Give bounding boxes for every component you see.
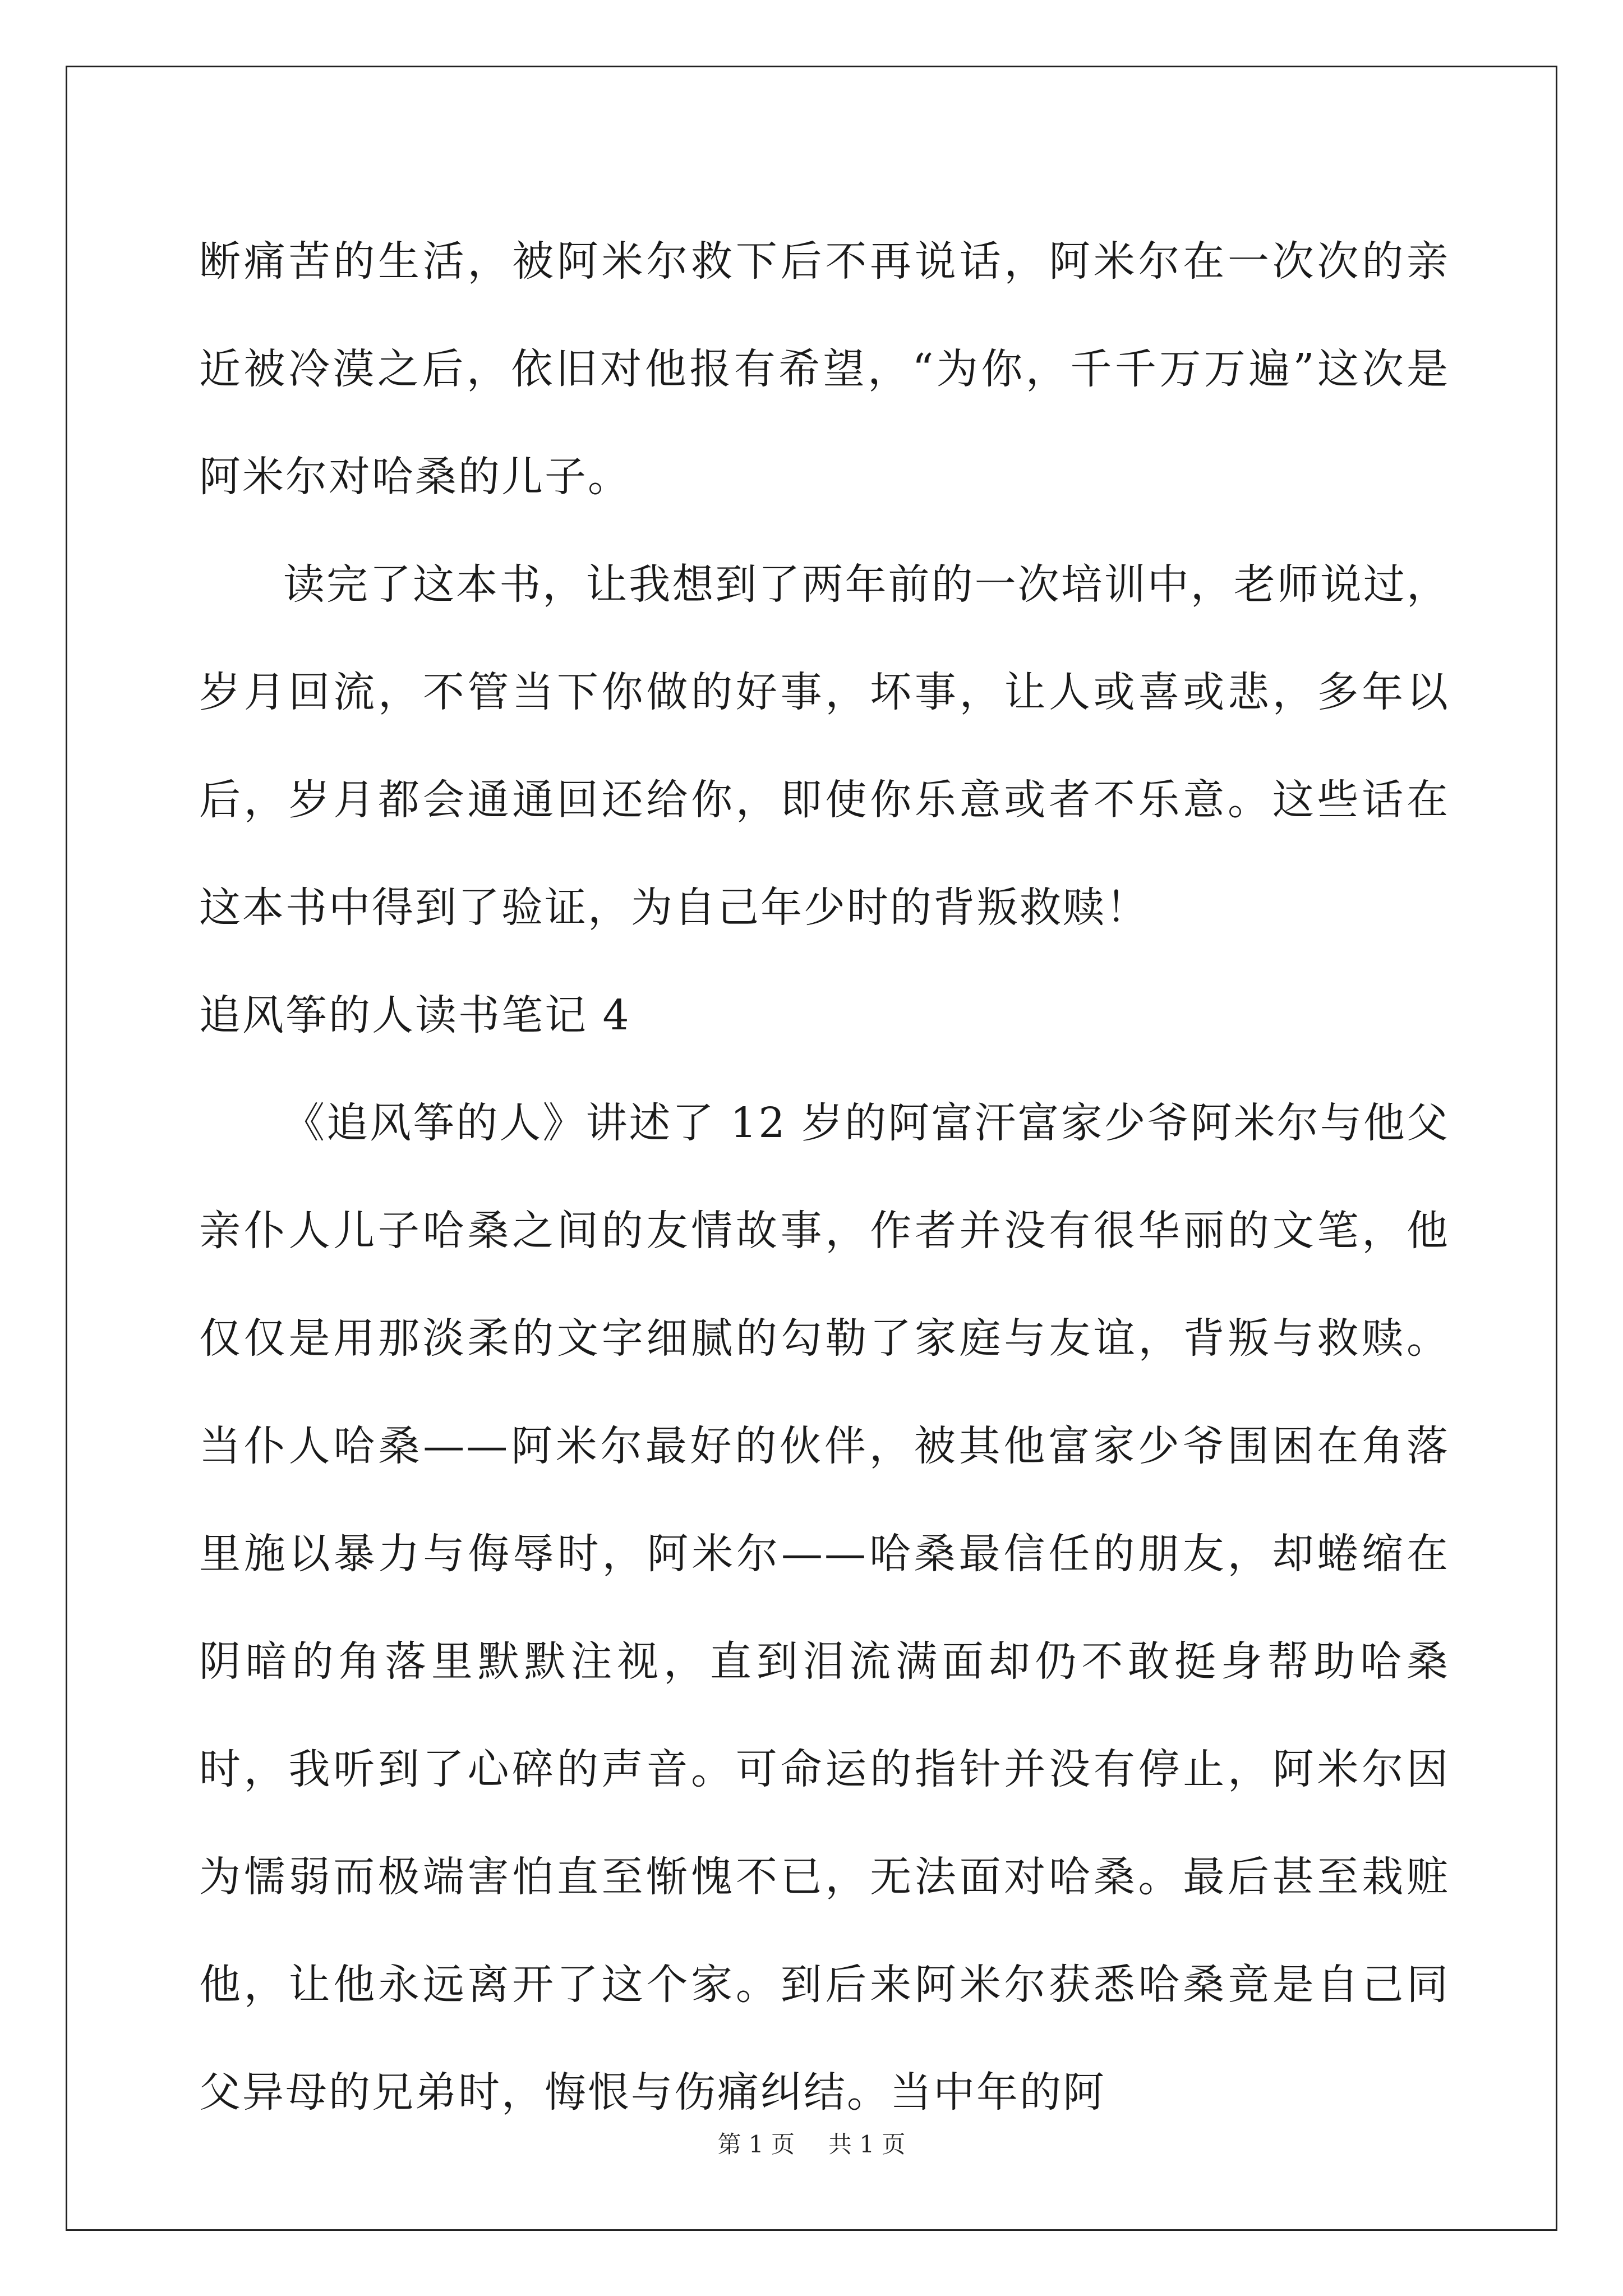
document-body [199, 208, 1450, 2146]
page-total: 共 1 页 [828, 2131, 906, 2158]
paragraph-2: 读完了这本书，让我想到了两年前的一次培训中，老师说过，岁月回流，不管当下你做的好事，坏事，让人或喜或悲，多年以后，岁月都会通通回还给你，即使你乐意或者不乐意。这些话在这本书中得到了验证，为自己年少时的背叛救赎！ [199, 560, 1450, 932]
paragraph-1: 断痛苦的生活，被阿米尔救下后不再说话，阿米尔在一次次的亲近被冷漠之后，依旧对他报有希望，“为你，千千万万遍”这次是阿米尔对哈桑的儿子。 [199, 237, 1450, 501]
paragraph-3: 《追风筝的人》讲述了 12 岁的阿富汗富家少爷阿米尔与他父亲仆人儿子哈桑之间的友情故事，作者并没有很华丽的文笔，他仅仅是用那淡柔的文字细腻的勾勒了家庭与友谊，背叛与救赎。当仆人哈桑——阿米尔最好的伙伴，被其他富家少爷围困在角落里施以暴力与侮辱时，阿米尔——哈桑最信任的朋友，却蜷缩在阴暗的角落里默默注视，直到泪流满面却仍不敢挺身帮助哈桑时，我听到了心碎的声音。可命运的指针并没有停止，阿米尔因为懦弱而极端害怕直至惭愧不已，无法面对哈桑。最后甚至栽赃他，让他永远离开了这个家。到后来阿米尔获悉哈桑竟是自己同父异母的兄弟时，悔恨与伤痛纠结。当中年的阿 [199, 1099, 1450, 2116]
section-heading: 追风筝的人读书笔记 4 [199, 991, 631, 1039]
page-number: 第 1 页 [717, 2131, 795, 2158]
page-footer [0, 2126, 1623, 2160]
